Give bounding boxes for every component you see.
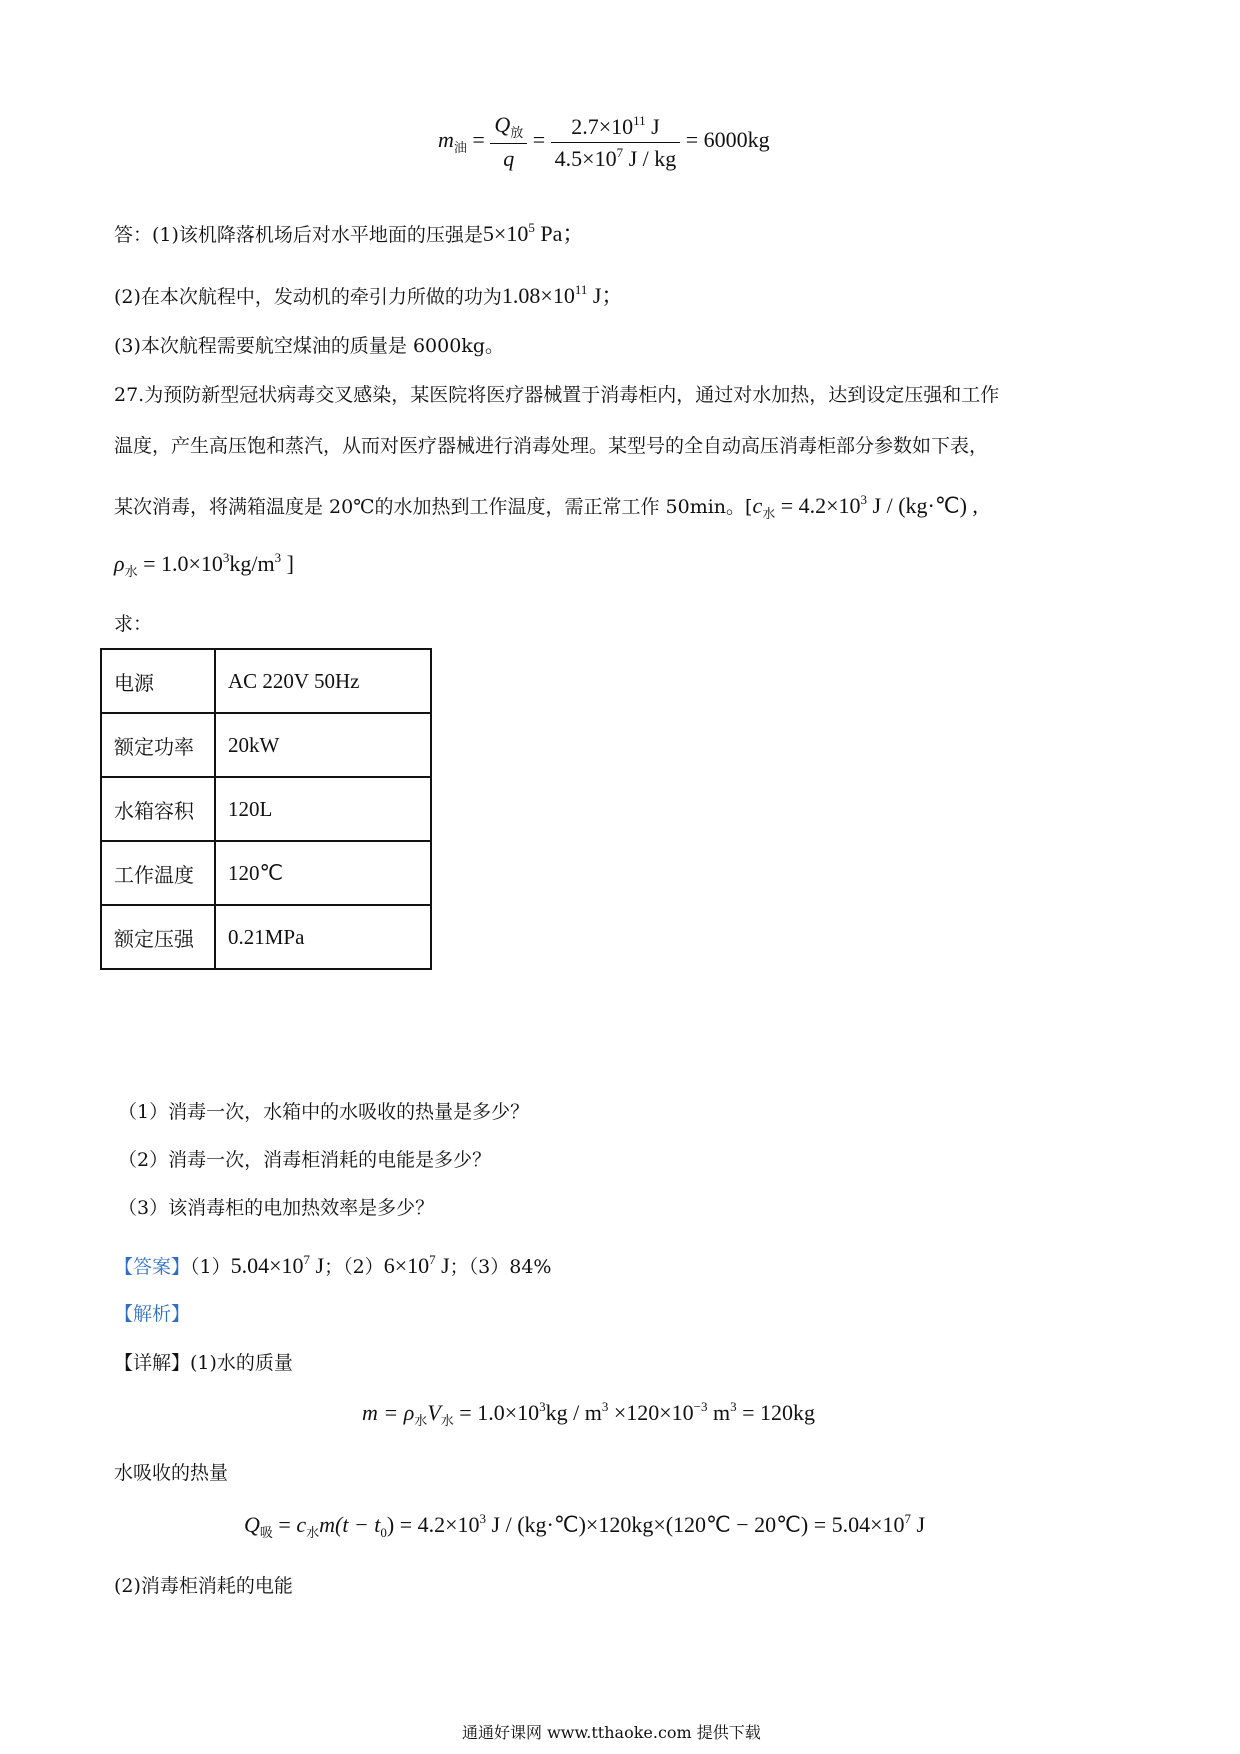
sub-oil: 油 — [453, 140, 467, 156]
mass-exp-a: 3 — [539, 1399, 546, 1414]
table-row — [101, 649, 431, 713]
answer-unit-1: J — [310, 1253, 325, 1278]
c-unit: J / (kg·℃) , — [867, 493, 978, 518]
rho-exp: 3 — [222, 550, 230, 565]
sub-water: 水 — [440, 1413, 454, 1428]
den-unit: J / kg — [623, 145, 677, 171]
rho-unit: kg/m — [229, 551, 275, 576]
problem-27-line-3-text: 某次消毒，将满箱温度是 20℃的水加热到工作温度，需正常工作 50min。[ — [114, 496, 753, 518]
heat-unit: J — [911, 1512, 926, 1537]
answer-2-exp: 11 — [574, 282, 588, 297]
equals: = — [272, 1512, 297, 1537]
mass-formula — [362, 1399, 815, 1429]
param-value: 0.21MPa — [215, 905, 431, 969]
c-value: = 4.2×10 — [775, 493, 861, 518]
table-row — [101, 841, 431, 905]
oil-mass-result: = 6000kg — [685, 127, 770, 153]
table-row — [101, 905, 431, 969]
answer-1-unit: Pa； — [534, 221, 585, 246]
param-value: 120℃ — [215, 841, 431, 905]
var-m: m — [438, 127, 454, 153]
detail-text: (1)水的质量 — [190, 1352, 293, 1374]
answer-part-3: ；（3）84% — [449, 1256, 552, 1278]
rho-value: = 1.0×10 — [137, 551, 223, 576]
mass-term-b: kg / m — [545, 1400, 602, 1425]
var-Q: Q — [244, 1512, 260, 1537]
problem-27-line-3 — [114, 486, 978, 528]
answer-part-2: ；（2） — [324, 1256, 384, 1278]
param-key: 工作温度 — [101, 841, 215, 905]
sub-release: 放 — [510, 125, 524, 140]
param-value: 20kW — [215, 713, 431, 777]
mass-exp-b: 3 — [601, 1399, 609, 1414]
param-key: 水箱容积 — [101, 777, 215, 841]
var-c: c — [752, 493, 763, 518]
param-key: 额定功率 — [101, 713, 215, 777]
part-2-label: (2)消毒柜消耗的电能 — [114, 1575, 293, 1597]
detail-label: 【详解】 — [114, 1352, 191, 1374]
detail-line — [114, 1349, 293, 1377]
heat-exp-b: 7 — [904, 1511, 912, 1526]
answer-line-3: (3)本次航程需要航空煤油的质量是 6000kg。 — [114, 335, 504, 357]
sub-water: 水 — [306, 1525, 320, 1540]
var-c: c — [296, 1512, 307, 1537]
c-exp: 3 — [860, 492, 868, 507]
heat-term-a: ) = 4.2×10 — [386, 1512, 480, 1537]
den-value: 4.5×10 — [554, 145, 617, 171]
answer-2-unit: J； — [587, 283, 624, 308]
fraction-q — [490, 112, 527, 172]
sub-zero: 0 — [380, 1525, 387, 1540]
num-exp: 11 — [633, 112, 646, 128]
sub-water: 水 — [124, 564, 138, 579]
answer-part-1: （1） — [190, 1256, 231, 1278]
answer-value-1: 5.04×10 — [230, 1253, 304, 1278]
table-row — [101, 777, 431, 841]
answer-exp-2: 7 — [429, 1252, 436, 1267]
param-value: AC 220V 50Hz — [215, 649, 431, 713]
answer-label: 【答案】 — [114, 1256, 191, 1278]
analysis-label: 【解析】 — [114, 1303, 191, 1325]
problem-27-line-1: 27.为预防新型冠状病毒交叉感染，某医院将医疗器械置于消毒柜内，通过对水加热，达到设定压强和工作 — [114, 384, 1000, 406]
params-table — [100, 648, 432, 970]
mass-exp-d: 3 — [730, 1399, 737, 1414]
answer-exp-1: 7 — [303, 1252, 311, 1267]
heat-term-b: J / (kg·℃)×120kg×(120℃ − 20℃) = 5.04×10 — [486, 1512, 905, 1537]
param-key: 电源 — [101, 649, 215, 713]
param-key: 额定压强 — [101, 905, 215, 969]
answer-line-2 — [114, 276, 623, 311]
var-V: V — [427, 1400, 441, 1425]
answer-1-text: 答：(1)该机降落机场后对水平地面的压强是 — [114, 224, 483, 246]
heat-mid: m(t − t — [319, 1512, 381, 1537]
question-2: （2）消毒一次，消毒柜消耗的电能是多少？ — [118, 1149, 492, 1171]
answer-line-1 — [114, 214, 584, 249]
answer-2-value: 1.08×10 — [501, 283, 575, 308]
problem-27-line-2: 温度，产生高压饱和蒸汽，从而对医疗器械进行消毒处理。某型号的全自动高压消毒柜部分参数如下表， — [114, 435, 989, 457]
heat-exp-a: 3 — [479, 1511, 487, 1526]
answer-1-value: 5×10 — [482, 221, 529, 246]
question-1: （1）消毒一次，水箱中的水吸收的热量是多少？ — [118, 1101, 530, 1123]
answer-line — [114, 1246, 552, 1281]
bracket-close: ] — [281, 551, 294, 576]
answer-unit-2: J — [435, 1253, 450, 1278]
sub-water: 水 — [414, 1413, 428, 1428]
oil-mass-formula: $m_油$ = $\frac{Q_放}{q}$ = $\frac{2.7\times 10^{11} J}{4.5\times 10^7 J / kg}$ = 6000kg — [438, 112, 770, 171]
rho-unit-exp: 3 — [274, 550, 282, 565]
page-footer: 通通好课网 www.tthaoke.com 提供下载 — [462, 1723, 761, 1742]
den-exp: 7 — [616, 144, 624, 160]
heat-formula — [244, 1511, 925, 1541]
sub-absorb: 吸 — [259, 1525, 273, 1540]
num-value: 2.7×10 — [571, 113, 634, 139]
mass-result: = 120kg — [736, 1400, 816, 1425]
heat-label: 水吸收的热量 — [114, 1462, 229, 1484]
mass-term-c: ×120×10 — [608, 1400, 694, 1425]
var-rho: ρ — [403, 1400, 415, 1425]
answer-value-2: 6×10 — [383, 1253, 430, 1278]
question-3: （3）该消毒柜的电加热效率是多少？ — [118, 1197, 435, 1219]
param-value: 120L — [215, 777, 431, 841]
ask-label: 求： — [114, 613, 153, 635]
fraction-values — [551, 113, 681, 172]
num-unit: J — [645, 113, 660, 139]
mass-lhs: m = — [362, 1400, 404, 1425]
answer-2-text: (2)在本次航程中，发动机的牵引力所做的功为 — [114, 286, 502, 308]
answer-1-exp: 5 — [528, 220, 535, 235]
sub-water: 水 — [762, 506, 776, 521]
var-Q: Q — [494, 112, 511, 137]
mass-exp-c: −3 — [693, 1399, 708, 1414]
var-q: q — [503, 146, 515, 171]
mass-term-a: = 1.0×10 — [453, 1400, 540, 1425]
var-rho: ρ — [114, 551, 125, 576]
table-row — [101, 713, 431, 777]
mass-term-d: m — [707, 1400, 731, 1425]
density-line — [114, 550, 294, 580]
